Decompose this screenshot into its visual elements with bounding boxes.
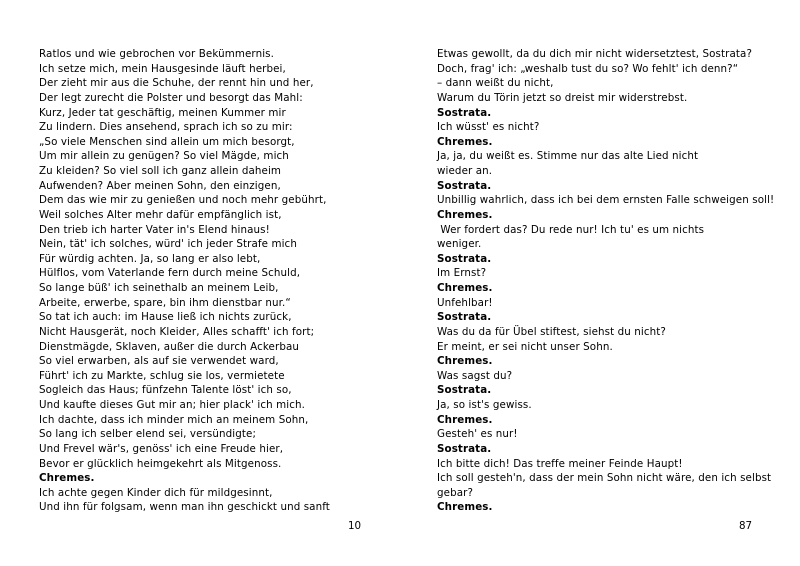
left-verse-line: Nicht Hausgerät, noch Kleider, Alles schafft' ich fort; — [39, 325, 315, 338]
right-verse-line: Was du da für Übel stiftest, siehst du nicht? — [437, 325, 666, 338]
right-speaker-label: Chremes. — [437, 135, 493, 148]
right-verse-line: Unfehlbar! — [437, 296, 493, 309]
right-speaker-label: Chremes. — [437, 501, 493, 514]
right-verse-line: Warum du Törin jetzt so dreist mir widerstrebst. — [437, 91, 688, 104]
right-text-column — [437, 47, 792, 515]
left-verse-line: Aufwenden? Aber meinen Sohn, den einzigen, — [39, 179, 281, 192]
left-verse-line: Sogleich das Haus; fünfzehn Talente löst' ich so, — [39, 384, 292, 397]
left-verse-line: Nein, tät' ich solches, würd' ich jeder Strafe mich — [39, 238, 297, 251]
left-verse-line: Um mir allein zu genügen? So viel Mägde, mich — [39, 150, 289, 163]
right-verse-line: Unbillig wahrlich, dass ich bei dem ernsten Falle schweigen soll! — [437, 194, 775, 207]
right-speaker-label: Sostrata. — [437, 252, 492, 265]
right-speaker-label: Sostrata. — [437, 106, 492, 119]
left-text-column — [39, 47, 404, 515]
right-speaker-label: Chremes. — [437, 282, 493, 294]
left-verse-line: Dem das wie mir zu genießen und noch mehr gebührt, — [39, 194, 327, 207]
right-speaker-label: Chremes. — [437, 208, 493, 221]
right-verse-line: Ich bitte dich! Das treffe meiner Feinde Haupt! — [437, 457, 683, 470]
left-verse-line: Ich achte gegen Kinder dich für mildgesinnt, — [39, 486, 273, 499]
left-verse-line: Der zieht mir aus die Schuhe, der rennt hin und her, — [39, 77, 314, 90]
page-number-left: 10 — [348, 520, 362, 532]
left-verse-line: So tat ich auch: im Hause ließ ich nichts zurück, — [39, 311, 292, 324]
right-verse-line: Doch, frag' ich: „weshalb tust du so? Wo fehlt' ich denn?“ — [437, 62, 739, 75]
left-verse-line: Ich setze mich, mein Hausgesinde läuft herbei, — [39, 62, 286, 75]
left-verse-line: „So viele Menschen sind allein um mich besorgt, — [39, 135, 295, 148]
left-verse-line: So lang ich selber elend sei, versündigte; — [39, 428, 257, 441]
right-verse-line: Wer fordert das? Du rede nur! Ich tu' es um nichts — [437, 223, 705, 236]
left-verse-line: Arbeite, erwerbe, spare, bin ihm dienstbar nur.“ — [39, 296, 291, 309]
right-speaker-label: Sostrata. — [437, 384, 492, 397]
right-verse-line: Er meint, er sei nicht unser Sohn. — [437, 340, 613, 353]
left-verse-line: Bevor er glücklich heimgekehrt als Mitgenoss. — [39, 457, 282, 470]
right-verse-line: Ich wüsst' es nicht? — [437, 121, 540, 134]
left-verse-line: So viel erwarben, als auf sie verwendet ward, — [39, 355, 279, 368]
right-speaker-label: Sostrata. — [437, 311, 492, 324]
left-verse-line: So lange büß' ich seinethalb an meinem Leib, — [39, 282, 279, 294]
right-speaker-label: Chremes. — [437, 355, 493, 368]
right-verse-line: Etwas gewollt, da du dich mir nicht widersetztest, Sostrata? — [437, 48, 753, 60]
right-verse-line: wieder an. — [437, 165, 493, 177]
right-verse-line: Gesteh' es nur! — [437, 428, 518, 441]
left-verse-line: Der legt zurecht die Polster und besorgt das Mahl: — [39, 91, 303, 104]
left-speaker-label: Chremes. — [39, 472, 95, 485]
left-verse-line: Zu lindern. Dies ansehend, sprach ich so zu mir: — [39, 121, 293, 134]
left-verse-line: Kurz, Jeder tat geschäftig, meinen Kummer mir — [39, 106, 286, 119]
left-verse-line: Ich dachte, dass ich minder mich an meinem Sohn, — [39, 413, 309, 426]
left-verse-line: Dienstmägde, Sklaven, außer die durch Ackerbau — [39, 340, 300, 353]
left-verse-line: Und ihn für folgsam, wenn man ihn geschickt und sanft — [39, 501, 330, 514]
left-verse-line: Den trieb ich harter Vater in's Elend hinaus! — [39, 223, 270, 236]
right-verse-line: weniger. — [437, 238, 482, 251]
left-verse-line: Für würdig achten. Ja, so lang er also lebt, — [39, 252, 261, 265]
right-verse-line: Ja, ja, du weißt es. Stimme nur das alte Lied nicht — [437, 150, 699, 163]
left-verse-line: Zu kleiden? So viel soll ich ganz allein daheim — [39, 165, 282, 177]
left-verse-line: Führt' ich zu Markte, schlug sie los, vermietete — [39, 369, 285, 382]
page-number-right: 87 — [739, 520, 753, 532]
right-verse-line: Ja, so ist's gewiss. — [437, 399, 532, 411]
right-verse-line: Im Ernst? — [437, 267, 487, 280]
left-verse-line: Und kaufte dieses Gut mir an; hier plack' ich mich. — [39, 399, 306, 411]
left-verse-line: Weil solches Alter mehr dafür empfänglich ist, — [39, 208, 282, 221]
right-speaker-label: Sostrata. — [437, 179, 492, 192]
right-speaker-label: Sostrata. — [437, 442, 492, 455]
right-verse-line: gebar? — [437, 486, 474, 499]
left-verse-line: Ratlos und wie gebrochen vor Bekümmernis. — [39, 48, 275, 60]
right-verse-line: Ich soll gesteh'n, dass der mein Sohn nicht wäre, den ich selbst — [437, 472, 772, 485]
right-verse-line: – dann weißt du nicht, — [437, 77, 554, 90]
right-verse-line: Was sagst du? — [437, 369, 513, 382]
left-verse-line: Hülflos, vom Vaterlande fern durch meine Schuld, — [39, 267, 301, 280]
left-verse-line: Und Frevel wär's, genöss' ich eine Freude hier, — [39, 442, 284, 455]
right-speaker-label: Chremes. — [437, 413, 493, 426]
